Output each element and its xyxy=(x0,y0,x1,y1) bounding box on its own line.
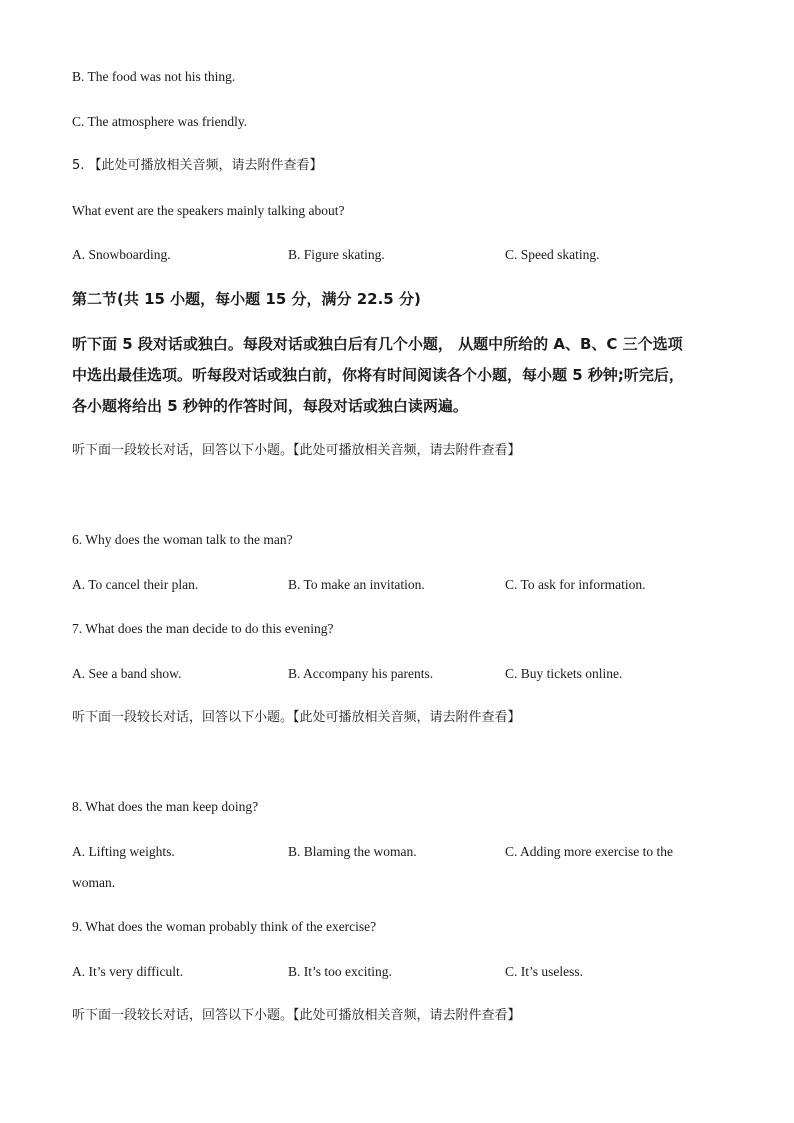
q5-option-b: B. Figure skating. xyxy=(288,247,385,262)
q9-question: 9. What does the woman probably think of the exercise? xyxy=(72,919,377,934)
q9-option-b: B. It’s too exciting. xyxy=(288,964,392,979)
q6-option-c: C. To ask for information. xyxy=(505,577,646,592)
q7-option-b: B. Accompany his parents. xyxy=(288,666,434,681)
q5-option-c: C. Speed skating. xyxy=(505,247,600,262)
q8-option-c-continued: woman. xyxy=(72,875,116,890)
q6-question: 6. Why does the woman talk to the man? xyxy=(72,532,293,547)
q8-option-c: C. Adding more exercise to the xyxy=(505,844,673,859)
section2-instruction-line-1: 听下面 5 段对话或独白。每段对话或独白后有几个小题， 从题中所给的 A、B、C 三个选项 xyxy=(72,335,683,353)
q9-option-a: A. It’s very difficult. xyxy=(72,964,184,979)
q5-question: What event are the speakers mainly talking about? xyxy=(72,203,345,218)
q5-option-a: A. Snowboarding. xyxy=(72,247,171,262)
dialog1-intro: 听下面一段较长对话，回答以下小题。【此处可播放相关音频，请去附件查看】 xyxy=(72,443,521,458)
q4-option-b: B. The food was not his thing. xyxy=(72,69,236,84)
q8-option-a: A. Lifting weights. xyxy=(72,844,175,859)
q4-option-c: C. The atmosphere was friendly. xyxy=(72,114,248,129)
section2-instruction-line-3: 各小题将给出 5 秒钟的作答时间，每段对话或独白读两遍。 xyxy=(72,397,468,415)
q7-option-c: C. Buy tickets online. xyxy=(505,666,623,681)
q6-option-b: B. To make an invitation. xyxy=(288,577,425,592)
dialog2-intro: 听下面一段较长对话，回答以下小题。【此处可播放相关音频，请去附件查看】 xyxy=(72,710,521,725)
q5-number-audio: 5. 【此处可播放相关音频，请去附件查看】 xyxy=(72,158,323,173)
q6-option-a: A. To cancel their plan. xyxy=(72,577,199,592)
q7-question: 7. What does the man decide to do this evening? xyxy=(72,621,334,636)
q8-option-b: B. Blaming the woman. xyxy=(288,844,417,859)
q7-option-a: A. See a band show. xyxy=(72,666,182,681)
q9-option-c: C. It’s useless. xyxy=(505,964,584,979)
q8-question: 8. What does the man keep doing? xyxy=(72,799,259,814)
section2-title: 第二节(共 15 小题，每小题 15 分，满分 22.5 分) xyxy=(72,290,421,308)
section2-instruction-line-2: 中选出最佳选项。听每段对话或独白前，你将有时间阅读各个小题，每小题 5 秒钟;听完后， xyxy=(72,366,684,384)
dialog3-intro: 听下面一段较长对话，回答以下小题。【此处可播放相关音频，请去附件查看】 xyxy=(72,1008,521,1023)
